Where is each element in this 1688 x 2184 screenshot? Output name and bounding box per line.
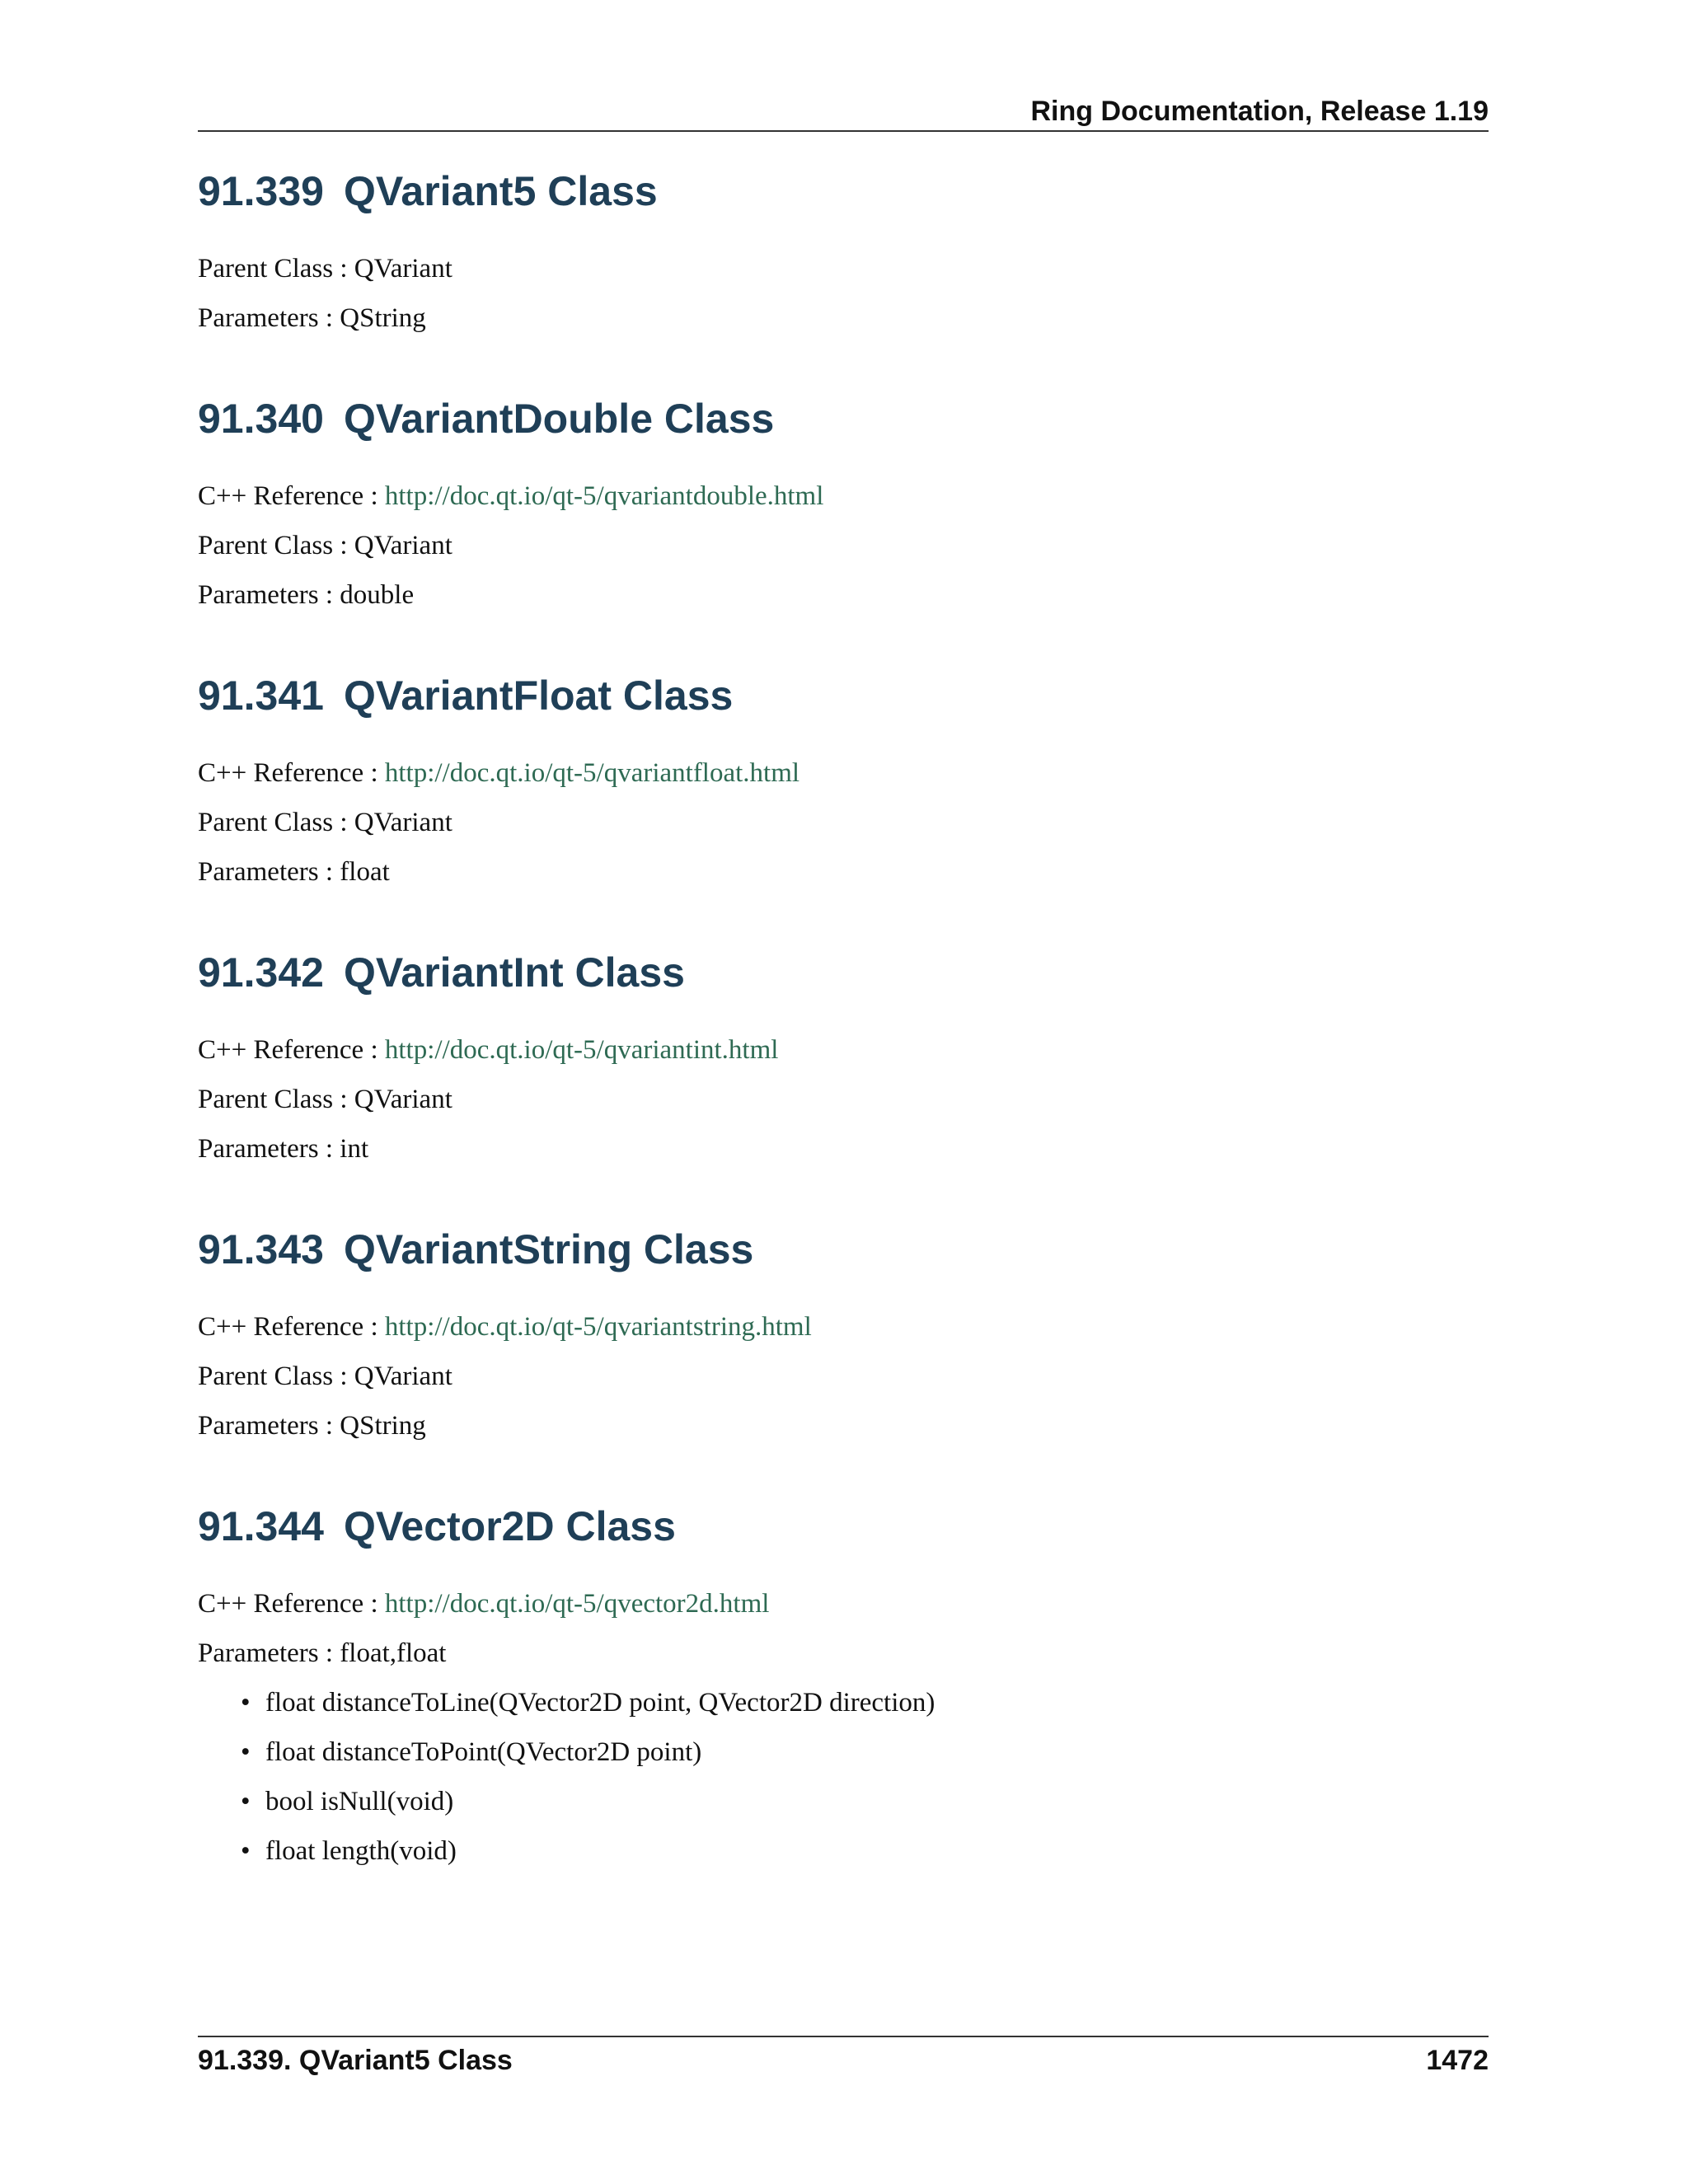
parent-class-value: QVariant (354, 531, 452, 560)
parameters-label: Parameters : (198, 1411, 340, 1441)
bullet-icon: • (241, 1737, 251, 1767)
parameters-value: double (340, 580, 415, 610)
bullet-icon: • (241, 1688, 251, 1718)
method-signature: float length(void) (265, 1836, 457, 1866)
parent-class-label: Parent Class : (198, 808, 354, 837)
section-number: 91.344 (198, 1503, 324, 1549)
cpp-reference-label: C++ Reference : (198, 758, 385, 788)
section-qvector2d (198, 1500, 1489, 1876)
section-qvariant5 (198, 165, 1489, 343)
parent-class-line (198, 521, 1489, 570)
section-title: QVector2D Class (343, 1503, 676, 1549)
parameters-label: Parameters : (198, 857, 340, 887)
parent-class-label: Parent Class : (198, 254, 354, 284)
cpp-reference-link[interactable]: http://doc.qt.io/qt-5/qvariantfloat.html (384, 758, 800, 788)
running-header (198, 92, 1489, 132)
cpp-reference-line (198, 748, 1489, 798)
parameters-line (198, 847, 1489, 897)
running-footer (198, 2036, 1489, 2083)
method-signature: float distanceToLine(QVector2D point, QVector2D direction) (265, 1688, 935, 1718)
section-heading (198, 1500, 1489, 1553)
method-signature: float distanceToPoint(QVector2D point) (265, 1737, 702, 1767)
section-qvariantstring (198, 1223, 1489, 1451)
section-heading (198, 1223, 1489, 1276)
cpp-reference-label: C++ Reference : (198, 1312, 385, 1342)
page-number: 1472 (1426, 2045, 1489, 2076)
section-qvariantint (198, 946, 1489, 1174)
section-heading (198, 669, 1489, 722)
parent-class-line (198, 1075, 1489, 1124)
section-heading (198, 392, 1489, 445)
section-number: 91.342 (198, 949, 324, 996)
document-title: Ring Documentation, Release 1.19 (1030, 96, 1489, 127)
section-qvariantfloat (198, 669, 1489, 897)
parameters-line (198, 293, 1489, 343)
parameters-line (198, 1124, 1489, 1174)
cpp-reference-link[interactable]: http://doc.qt.io/qt-5/qvector2d.html (384, 1589, 770, 1619)
section-number: 91.343 (198, 1226, 324, 1272)
parameters-line (198, 1401, 1489, 1451)
parent-class-line (198, 244, 1489, 293)
section-heading (198, 946, 1489, 999)
section-title: QVariantDouble Class (343, 396, 775, 442)
parameters-line (198, 1629, 1489, 1678)
parent-class-label: Parent Class : (198, 1361, 354, 1391)
cpp-reference-line (198, 471, 1489, 521)
parent-class-label: Parent Class : (198, 1085, 354, 1114)
parameters-value: float,float (340, 1638, 447, 1668)
list-item (241, 1777, 1489, 1826)
section-number: 91.339 (198, 168, 324, 214)
section-heading (198, 165, 1489, 218)
parent-class-value: QVariant (354, 1085, 452, 1114)
parameters-label: Parameters : (198, 303, 340, 333)
list-item (241, 1727, 1489, 1777)
parameters-value: float (340, 857, 390, 887)
parameters-label: Parameters : (198, 1134, 340, 1164)
bullet-icon: • (241, 1836, 251, 1866)
cpp-reference-link[interactable]: http://doc.qt.io/qt-5/qvariantdouble.html (384, 481, 824, 511)
parent-class-line (198, 1352, 1489, 1401)
footer-section-title: 91.339. QVariant5 Class (198, 2045, 513, 2076)
method-list (198, 1678, 1489, 1876)
cpp-reference-label: C++ Reference : (198, 481, 385, 511)
parent-class-label: Parent Class : (198, 531, 354, 560)
parameters-value: QString (340, 303, 426, 333)
cpp-reference-line (198, 1579, 1489, 1629)
parent-class-value: QVariant (354, 254, 452, 284)
parameters-label: Parameters : (198, 1638, 340, 1668)
section-title: QVariantInt Class (343, 949, 685, 996)
method-signature: bool isNull(void) (265, 1787, 454, 1816)
cpp-reference-label: C++ Reference : (198, 1035, 385, 1065)
cpp-reference-label: C++ Reference : (198, 1589, 385, 1619)
list-item (241, 1826, 1489, 1876)
parameters-line (198, 570, 1489, 620)
parameters-label: Parameters : (198, 580, 340, 610)
cpp-reference-link[interactable]: http://doc.qt.io/qt-5/qvariantint.html (384, 1035, 779, 1065)
parameters-value: int (340, 1134, 369, 1164)
section-number: 91.340 (198, 396, 324, 442)
section-title: QVariant5 Class (343, 168, 658, 214)
list-item (241, 1678, 1489, 1727)
cpp-reference-line (198, 1025, 1489, 1075)
page-content (198, 165, 1489, 1876)
cpp-reference-link[interactable]: http://doc.qt.io/qt-5/qvariantstring.html (384, 1312, 812, 1342)
section-title: QVariantFloat Class (343, 673, 734, 719)
section-title: QVariantString Class (343, 1226, 754, 1272)
section-qvariantdouble (198, 392, 1489, 620)
section-number: 91.341 (198, 673, 324, 719)
parameters-value: QString (340, 1411, 426, 1441)
bullet-icon: • (241, 1787, 251, 1816)
parent-class-line (198, 798, 1489, 847)
cpp-reference-line (198, 1302, 1489, 1352)
parent-class-value: QVariant (354, 1361, 452, 1391)
parent-class-value: QVariant (354, 808, 452, 837)
